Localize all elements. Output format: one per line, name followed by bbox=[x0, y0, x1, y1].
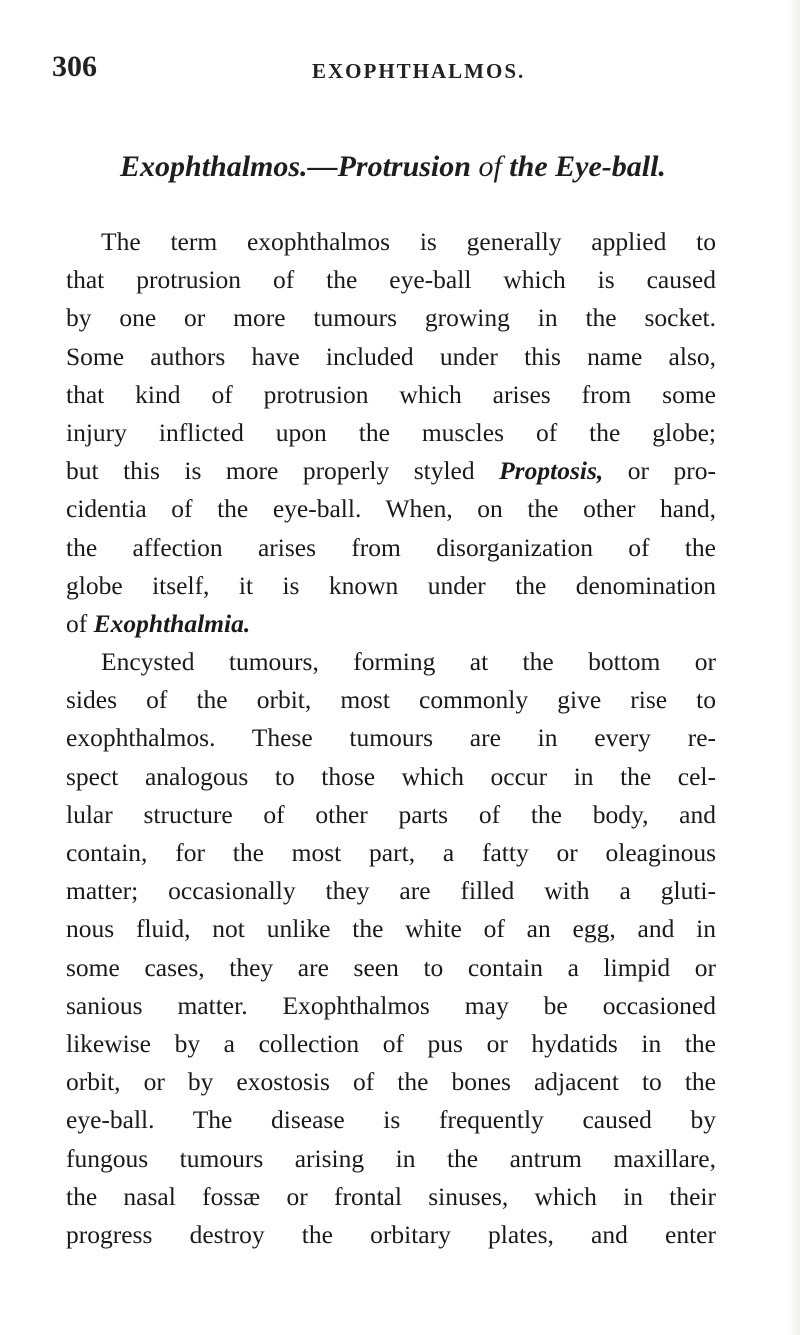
running-title: EXOPHTHALMOS. bbox=[312, 59, 526, 83]
text-fragment: or pro- bbox=[603, 456, 716, 486]
text-line: some cases, they are seen to contain a limpid or bbox=[66, 952, 716, 982]
text-line: likewise by a collection of pus or hydatids in the bbox=[66, 1028, 716, 1058]
text-line: sides of the orbit, most commonly give rise to bbox=[66, 685, 716, 715]
italic-term-proptosis: Proptosis, bbox=[499, 456, 604, 486]
text-line: fungous tumours arising in the antrum maxillare, bbox=[66, 1143, 716, 1173]
heading-term: Exophthalmos. bbox=[120, 150, 308, 183]
text-line: that kind of protrusion which arises from some bbox=[66, 379, 716, 409]
running-head bbox=[52, 50, 712, 90]
page-edge-shadow bbox=[786, 0, 800, 1335]
text-fragment: of bbox=[66, 608, 94, 638]
text-line: spect analogous to those which occur in the cel- bbox=[66, 761, 716, 791]
section-heading bbox=[120, 150, 666, 184]
text-line: The term exophthalmos is generally applied to bbox=[101, 227, 716, 256]
text-line bbox=[66, 605, 716, 643]
page-number: 306 bbox=[52, 50, 97, 83]
text-line: lular structure of other parts of the body, and bbox=[66, 799, 716, 829]
text-line: the affection arises from disorganization of the bbox=[66, 532, 716, 562]
text-line: progress destroy the orbitary plates, and enter bbox=[66, 1219, 716, 1249]
text-line: that protrusion of the eye-ball which is caused bbox=[66, 265, 716, 295]
text-line: sanious matter. Exophthalmos may be occasioned bbox=[66, 990, 716, 1020]
text-line: cidentia of the eye-ball. When, on the other hand, bbox=[66, 494, 716, 524]
heading-of: of bbox=[470, 150, 510, 183]
text-line: eye-ball. The disease is frequently caused by bbox=[66, 1105, 716, 1135]
text-line: exophthalmos. These tumours are in every re- bbox=[66, 723, 716, 753]
body-text bbox=[66, 223, 716, 1254]
text-line bbox=[66, 452, 716, 490]
text-line: the nasal fossæ or frontal sinuses, which in their bbox=[66, 1181, 716, 1211]
text-line: matter; occasionally they are filled with a gluti- bbox=[66, 876, 716, 906]
text-line: contain, for the most part, a fatty or oleaginous bbox=[66, 838, 716, 867]
text-fragment: but this is more properly styled bbox=[66, 456, 500, 486]
heading-dash-protrusion: —Protrusion bbox=[307, 150, 471, 183]
text-line: injury inflicted upon the muscles of the globe; bbox=[66, 417, 716, 447]
text-line: Encysted tumours, forming at the bottom or bbox=[101, 647, 716, 677]
text-line: Some authors have included under this name also, bbox=[66, 341, 716, 371]
text-line: by one or more tumours growing in the socket. bbox=[66, 303, 716, 333]
text-line: globe itself, it is known under the denomination bbox=[66, 570, 716, 600]
text-line: nous fluid, not unlike the white of an egg, and in bbox=[66, 914, 716, 944]
heading-eyeball: the Eye-ball. bbox=[509, 150, 666, 183]
text-line: orbit, or by exostosis of the bones adjacent to the bbox=[66, 1067, 716, 1097]
italic-term-exophthalmia: Exophthalmia. bbox=[93, 608, 251, 638]
